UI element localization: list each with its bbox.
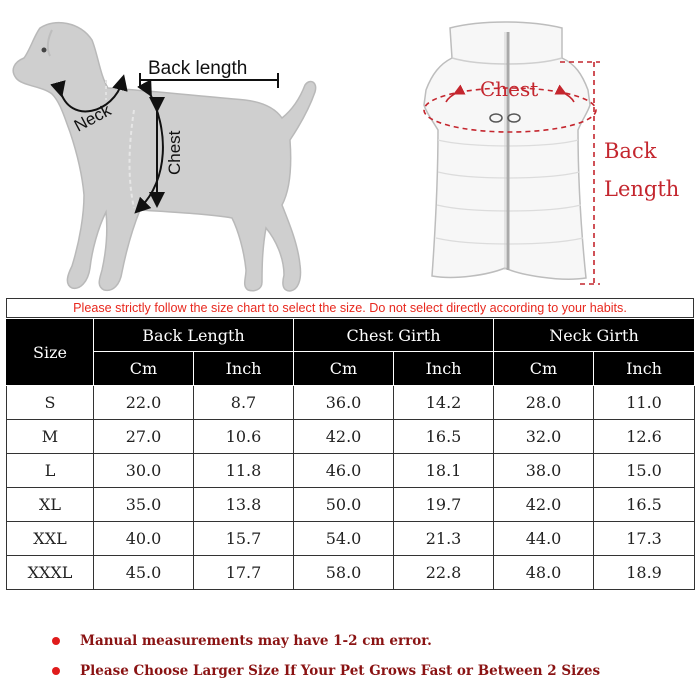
unit-header: Inch [194,352,294,386]
measurement-cell: 11.0 [594,386,695,420]
measurement-cell: 42.0 [294,420,394,454]
measurement-cell: 27.0 [94,420,194,454]
measurement-cell: 17.3 [594,522,695,556]
size-cell: M [7,420,94,454]
measurement-cell: 40.0 [94,522,194,556]
vest-drawing [424,22,590,279]
measurement-illustration [0,0,700,300]
bullet-dot-icon [52,667,60,675]
measurement-cell: 44.0 [494,522,594,556]
measurement-cell: 11.8 [194,454,294,488]
notes-list [52,626,600,686]
measurement-cell: 19.7 [394,488,494,522]
measurement-cell: 30.0 [94,454,194,488]
measurement-cell: 35.0 [94,488,194,522]
measurement-cell: 50.0 [294,488,394,522]
note-item [52,656,600,686]
measurement-cell: 17.7 [194,556,294,590]
measurement-cell: 45.0 [94,556,194,590]
neck-girth-header: Neck Girth [494,319,695,352]
measurement-cell: 42.0 [494,488,594,522]
measurement-cell: 15.0 [594,454,695,488]
unit-header: Inch [394,352,494,386]
table-row [7,386,695,420]
size-cell: S [7,386,94,420]
unit-header: Cm [294,352,394,386]
dog-back-length-label: Back length [148,58,248,79]
chest-girth-header: Chest Girth [294,319,494,352]
measurement-cell: 22.8 [394,556,494,590]
measurement-cell: 8.7 [194,386,294,420]
measurement-cell: 36.0 [294,386,394,420]
measurement-cell: 16.5 [594,488,695,522]
unit-header: Inch [594,352,695,386]
unit-header: Cm [94,352,194,386]
measurement-cell: 13.8 [194,488,294,522]
bullet-dot-icon [52,637,60,645]
measurement-cell: 48.0 [494,556,594,590]
table-row [7,488,695,522]
size-table-body [7,386,695,590]
table-row [7,454,695,488]
measurement-cell: 22.0 [94,386,194,420]
measurement-cell: 54.0 [294,522,394,556]
note-item [52,626,600,656]
size-column-header: Size [7,319,94,386]
measurement-cell: 32.0 [494,420,594,454]
table-row [7,522,695,556]
measurement-cell: 16.5 [394,420,494,454]
vest-back-length-label: Back Length [604,139,680,201]
size-cell: XXXL [7,556,94,590]
size-cell: L [7,454,94,488]
measurement-cell: 14.2 [394,386,494,420]
measurement-cell: 46.0 [294,454,394,488]
table-row [7,420,695,454]
vest-chest-label: Chest [480,77,539,101]
unit-header: Cm [494,352,594,386]
measurement-cell: 21.3 [394,522,494,556]
back-length-header: Back Length [94,319,294,352]
measurement-cell: 15.7 [194,522,294,556]
measurement-cell: 28.0 [494,386,594,420]
dog-neck-label: Neck [70,100,115,136]
measurement-cell: 18.1 [394,454,494,488]
measurement-cell: 18.9 [594,556,695,590]
note-text: Manual measurements may have 1-2 cm error. [80,633,432,649]
dog-chest-label: Chest [165,130,184,175]
note-text: Please Choose Larger Size If Your Pet Grows Fast or Between 2 Sizes [80,663,601,679]
measurement-cell: 10.6 [194,420,294,454]
measurement-cell: 38.0 [494,454,594,488]
size-chart-table [6,318,695,590]
table-row [7,556,695,590]
size-notice: Please strictly follow the size chart to select the size. Do not select directly according to your habits. [6,298,694,318]
measurement-cell: 12.6 [594,420,695,454]
measurement-cell: 58.0 [294,556,394,590]
size-cell: XXL [7,522,94,556]
size-cell: XL [7,488,94,522]
